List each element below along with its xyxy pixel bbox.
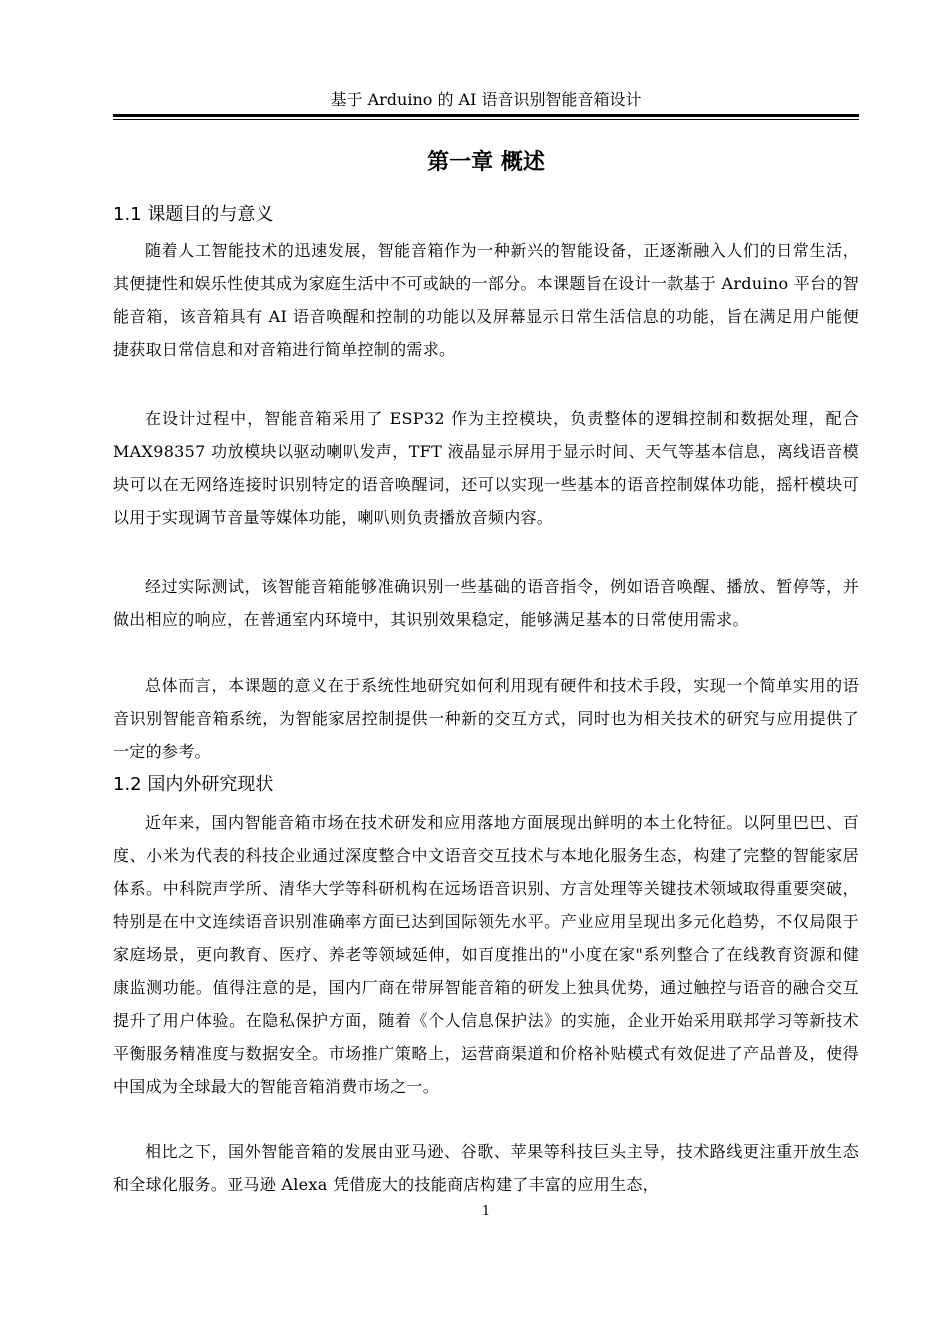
header-rule-thin [113,119,859,120]
paragraph: 随着人工智能技术的迅速发展，智能音箱作为一种新兴的智能设备，正逐渐融入人们的日常生活，其便捷性和娱乐性使其成为家庭生活中不可或缺的一部分。本课题旨在设计一款基于 Arduino 平台的智能音箱，该音箱具有 AI 语音唤醒和控制的功能以及屏幕显示日常生活信息的功能，旨在满足用户能便捷获取日常信息和对音箱进行简单控制的需求。 [113,241,859,359]
chapter-title: 第一章 概述 [427,150,545,175]
paragraph: 经过实际测试，该智能音箱能够准确识别一些基础的语音指令，例如语音唤醒、播放、暂停等，并做出相应的响应，在普通室内环境中，其识别效果稳定，能够满足基本的日常使用需求。 [113,577,859,629]
page-number: 1 [481,1204,491,1219]
header-rule-thick [113,114,859,117]
paragraph: 近年来，国内智能音箱市场在技术研发和应用落地方面展现出鲜明的本土化特征。以阿里巴巴、百度、小米为代表的科技企业通过深度整合中文语音交互技术与本地化服务生态，构建了完整的智能家居体系。中科院声学所、清华大学等科研机构在远场语音识别、方言处理等关键技术领域取得重要突破，特别是在中文连续语音识别准确率方面已达到国际领先水平。产业应用呈现出多元化趋势，不仅局限于家庭场景，更向教育、医疗、养老等领域延伸，如百度推出的"小度在家"系列整合了在线教育资源和健康监测功能。值得注意的是，国内厂商在带屏智能音箱的研发上独具优势，通过触控与语音的融合交互提升了用户体验。在隐私保护方面，随着《个人信息保护法》的实施，企业开始采用联邦学习等新技术平衡服务精准度与数据安全。市场推广策略上，运营商渠道和价格补贴模式有效促进了产品普及，使得中国成为全球最大的智能音箱消费市场之一。 [113,813,859,1096]
section-heading-1-2: 1.2 国内外研究现状 [113,774,274,795]
running-header: 基于 Arduino 的 AI 语音识别智能音箱设计 [330,90,642,109]
paragraph: 总体而言，本课题的意义在于系统性地研究如何利用现有硬件和技术手段，实现一个简单实用的语音识别智能音箱系统，为智能家居控制提供一种新的交互方式，同时也为相关技术的研究与应用提供了一定的参考。 [113,676,859,761]
paragraph: 相比之下，国外智能音箱的发展由亚马逊、谷歌、苹果等科技巨头主导，技术路线更注重开放生态和全球化服务。亚马逊 Alexa 凭借庞大的技能商店构建了丰富的应用生态， [113,1142,859,1194]
section-heading-1-1: 1.1 课题目的与意义 [113,204,274,225]
paragraph: 在设计过程中，智能音箱采用了 ESP32 作为主控模块，负责整体的逻辑控制和数据处理，配合 MAX98357 功放模块以驱动喇叭发声，TFT 液晶显示屏用于显示时间、天气等基本信息，离线语音模块可以在无网络连接时识别特定的语音唤醒词，还可以实现一些基本的语音控制媒体功能，摇杆模块可以用于实现调节音量等媒体功能，喇叭则负责播放音频内容。 [113,409,859,527]
